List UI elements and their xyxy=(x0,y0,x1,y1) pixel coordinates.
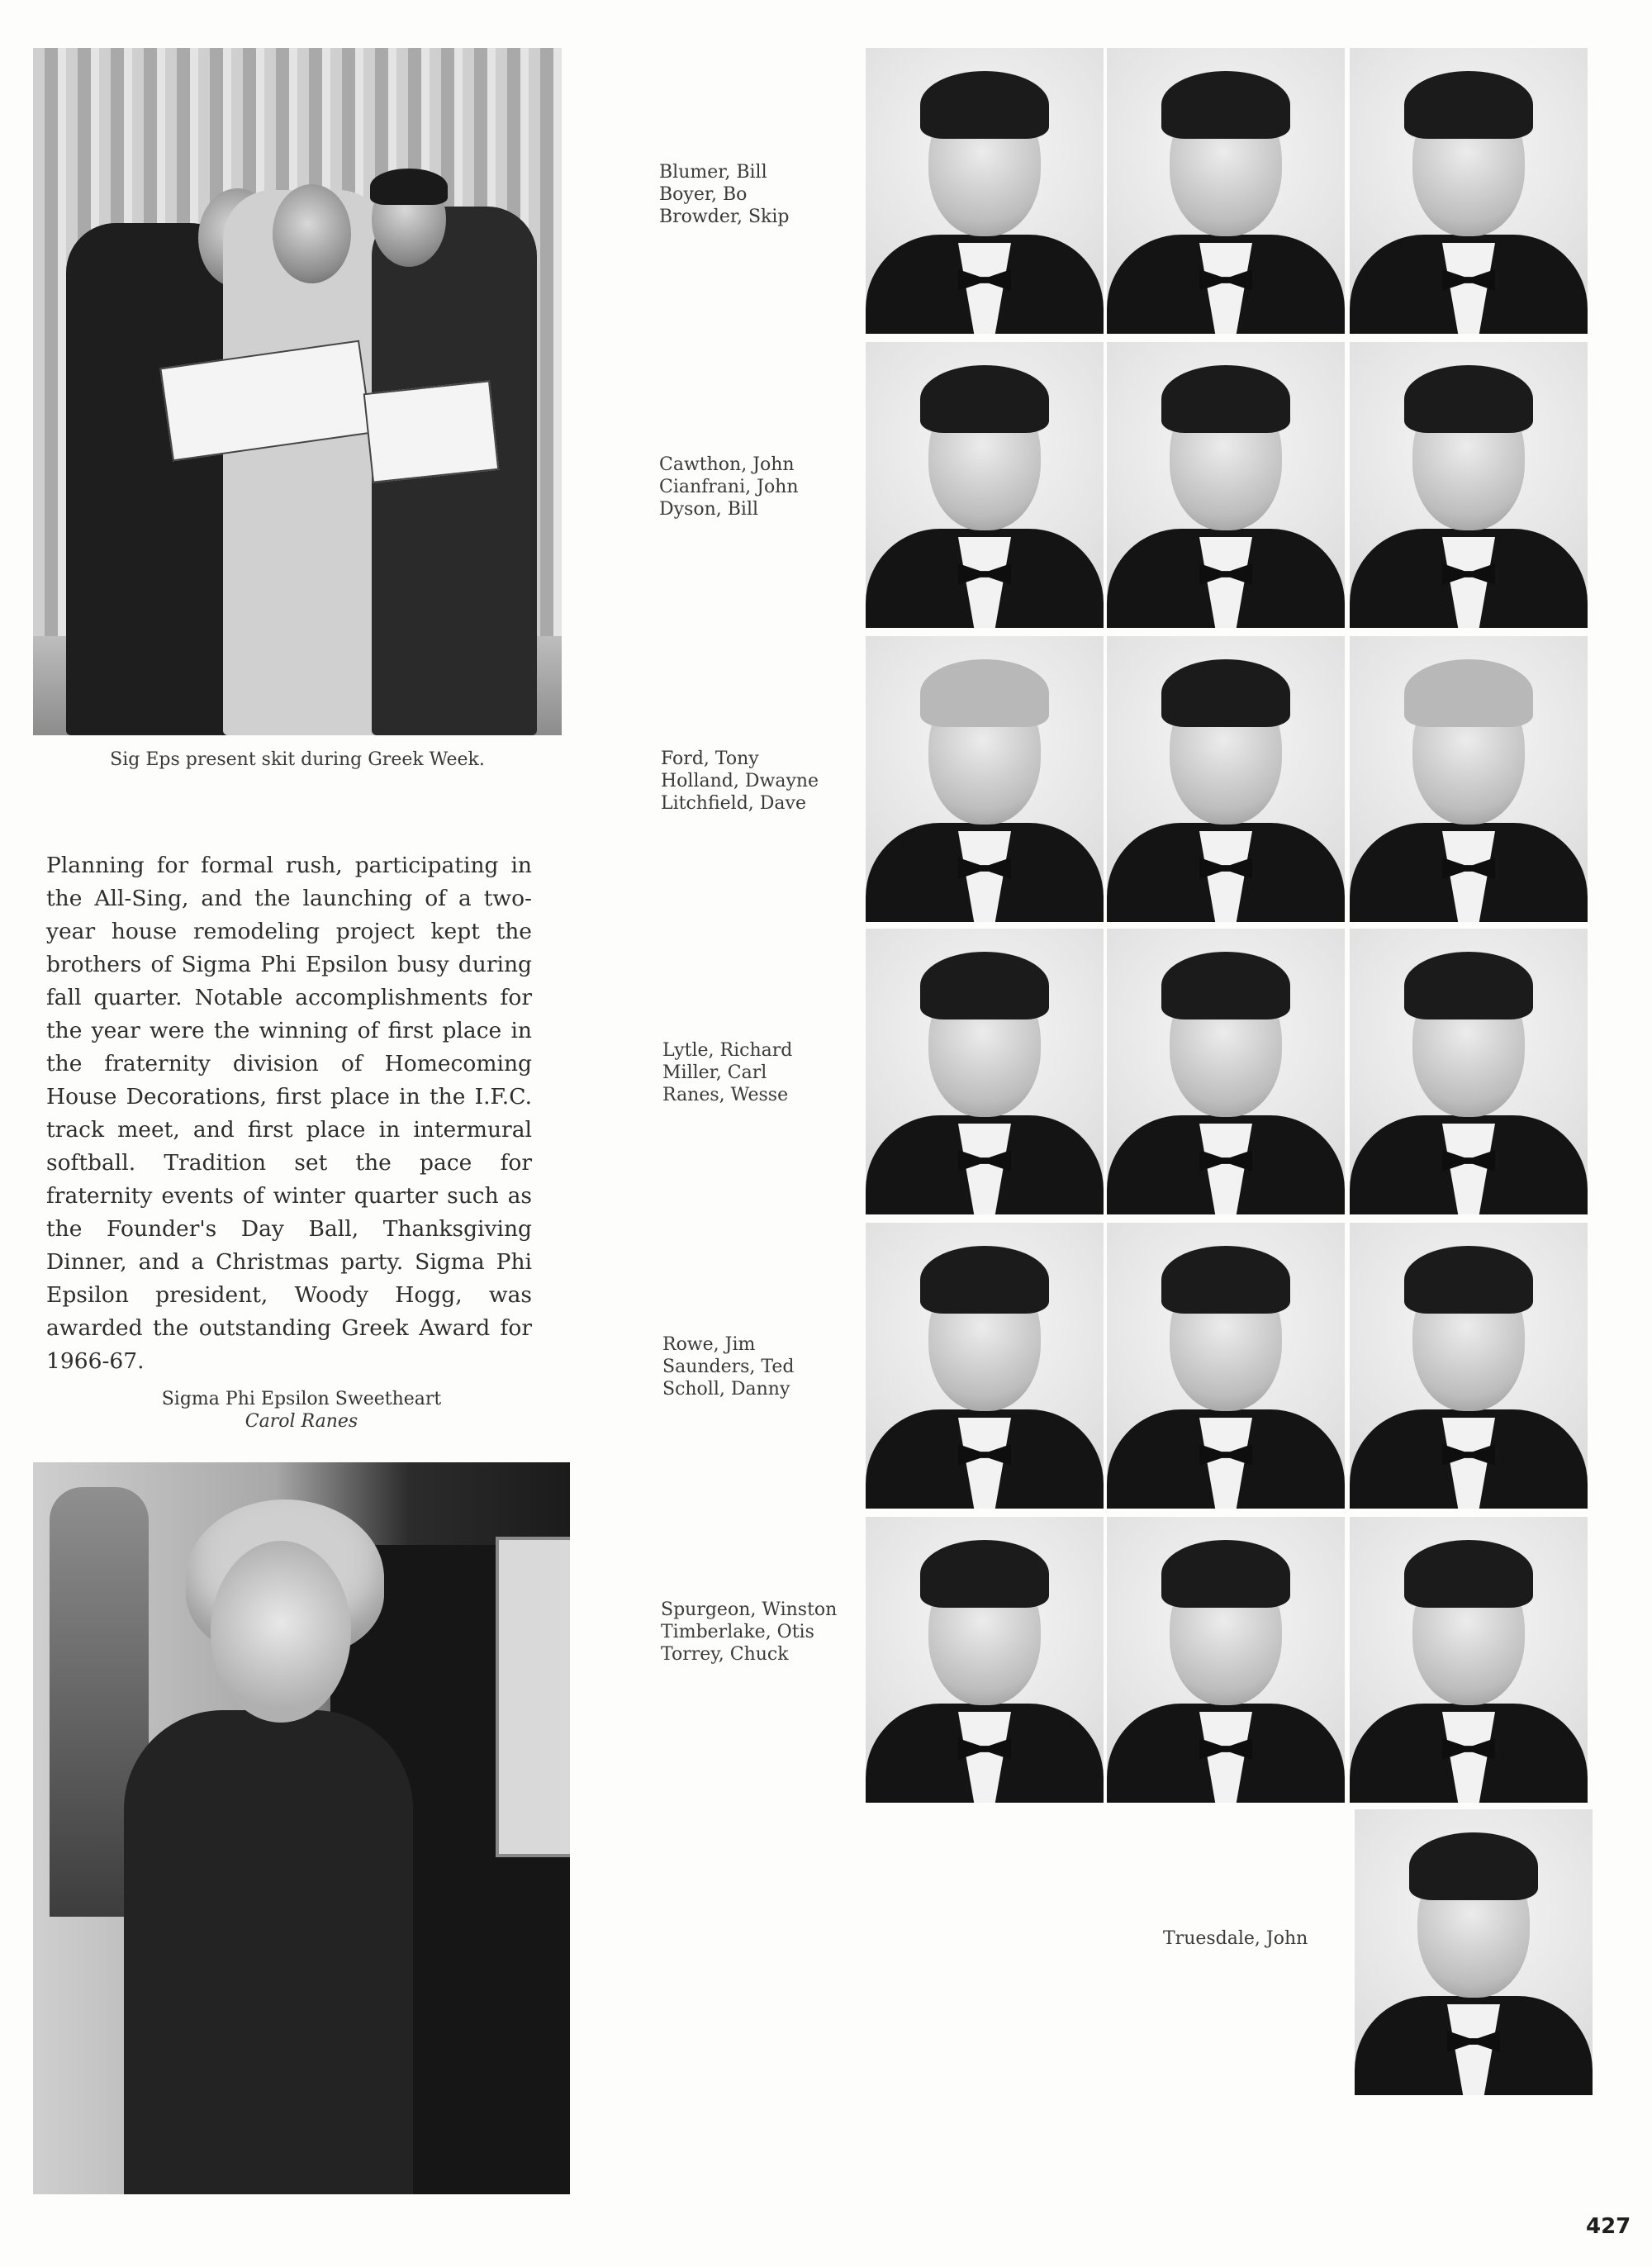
member-name: Cawthon, John xyxy=(659,454,795,475)
member-name: Scholl, Danny xyxy=(662,1379,790,1400)
member-portrait xyxy=(1107,1223,1345,1509)
sweetheart-caption xyxy=(33,1388,570,1433)
member-name: Lytle, Richard xyxy=(662,1040,793,1061)
member-name: Rowe, Jim xyxy=(662,1334,756,1355)
member-portrait xyxy=(1107,48,1345,334)
member-name: Boyer, Bo xyxy=(659,184,748,205)
name-list-row-6 xyxy=(661,1599,837,1666)
chapter-summary-text: Planning for formal rush, participating in the All-Sing, and the launching of a two-year house remodeling project kept the brothers of Sigma Phi Epsilon busy during fall quarter. Notable accomplishments for the year were the winning of first place in the fraternity division of Homecoming House Decorations, first place in the I.F.C. track meet, and first place in intermural softball. Tradition set the pace for fraternity events of winter quarter such as the Founder's Day Ball, Thanksgiving Dinner, and a Christmas party. Sigma Phi Epsilon president, Woody Hogg, was awarded the outstanding Greek Award for 1966-67. xyxy=(46,853,532,1374)
member-name: Blumer, Bill xyxy=(659,162,767,183)
skit-sign-right xyxy=(363,380,500,483)
member-portrait xyxy=(866,1517,1104,1803)
name-list-row-5 xyxy=(662,1333,795,1400)
sweetheart-name: Carol Ranes xyxy=(244,1411,358,1432)
member-name: Ford, Tony xyxy=(661,749,759,769)
member-portrait xyxy=(1350,48,1588,334)
name-list-row-1 xyxy=(659,161,789,228)
member-portrait xyxy=(1350,1223,1588,1509)
member-name: Litchfield, Dave xyxy=(661,793,806,814)
greek-week-skit-photo xyxy=(33,48,562,735)
member-portrait xyxy=(866,929,1104,1214)
sweetheart-body xyxy=(124,1710,413,2194)
member-portrait xyxy=(1350,1517,1588,1803)
name-list-row-4 xyxy=(662,1039,792,1106)
sweetheart-photo xyxy=(33,1462,570,2194)
member-portrait xyxy=(1350,929,1588,1214)
sweetheart-title: Sigma Phi Epsilon Sweetheart xyxy=(161,1389,442,1409)
name-list-row-2 xyxy=(659,454,799,520)
member-portrait xyxy=(1107,1517,1345,1803)
wall-composite-frame xyxy=(496,1537,570,1857)
member-portrait xyxy=(1355,1809,1593,2095)
member-portrait xyxy=(1107,636,1345,922)
name-list-row-3 xyxy=(661,748,819,815)
member-portrait xyxy=(866,342,1104,628)
member-name: Ranes, Wesse xyxy=(662,1085,789,1105)
member-portrait xyxy=(1350,636,1588,922)
name-list-last xyxy=(1163,1927,1308,1950)
member-name: Miller, Carl xyxy=(662,1062,767,1083)
member-portrait xyxy=(866,636,1104,922)
member-name: Timberlake, Otis xyxy=(661,1622,814,1642)
performer-center-head xyxy=(273,184,351,283)
member-portrait xyxy=(866,48,1104,334)
performer-left xyxy=(66,223,240,735)
member-portrait xyxy=(866,1223,1104,1509)
member-name: Dyson, Bill xyxy=(659,499,759,520)
member-portrait xyxy=(1107,342,1345,628)
page-number: 427 xyxy=(1586,2214,1631,2239)
member-name: Saunders, Ted xyxy=(662,1357,795,1377)
performer-right-hair xyxy=(370,169,448,205)
member-name: Browder, Skip xyxy=(659,207,790,227)
member-name: Holland, Dwayne xyxy=(661,771,819,791)
sweetheart-face xyxy=(211,1541,351,1723)
member-name: Truesdale, John xyxy=(1163,1928,1308,1949)
member-name: Torrey, Chuck xyxy=(661,1644,789,1665)
member-portrait xyxy=(1350,342,1588,628)
member-portrait xyxy=(1107,929,1345,1214)
member-name: Cianfrani, John xyxy=(659,477,799,497)
skit-caption: Sig Eps present skit during Greek Week. xyxy=(110,749,485,770)
member-name: Spurgeon, Winston xyxy=(661,1599,838,1620)
